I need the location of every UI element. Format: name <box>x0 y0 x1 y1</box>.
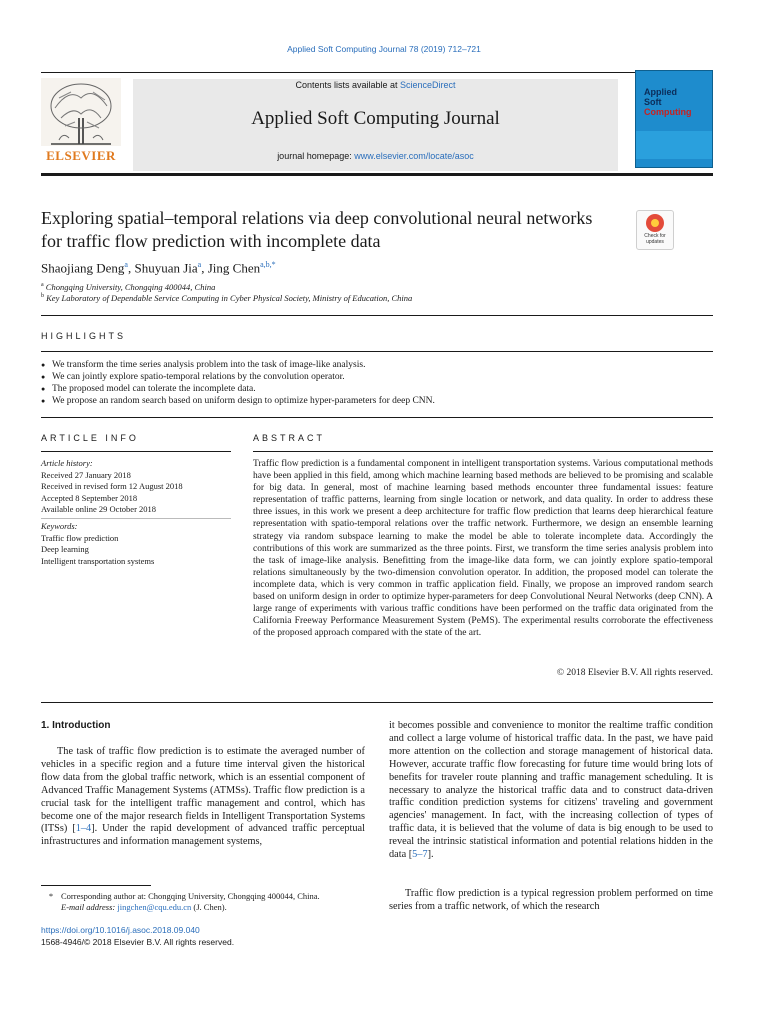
paper-title: Exploring spatial–temporal relations via deep convolutional neural networks for traffic flow prediction with incomplete data <box>41 208 593 251</box>
author-affil-mark[interactable]: a <box>197 260 202 269</box>
updates-icon <box>646 214 664 232</box>
highlight-item: ● The proposed model can tolerate the incomplete data. <box>41 383 713 395</box>
history-item: Received 27 January 2018 <box>41 469 131 480</box>
cover-line2: Soft <box>644 97 662 107</box>
check-for-updates-label: Check for updates <box>644 233 666 245</box>
check-for-updates-button[interactable] <box>636 210 674 250</box>
journal-cover-thumbnail <box>635 70 713 168</box>
highlight-item: ● We propose an random search based on uniform design to optimize hyper-parameters for deep CNN. <box>41 395 713 407</box>
keyword-item: Traffic flow prediction <box>41 532 119 543</box>
keyword-item: Deep learning <box>41 544 89 554</box>
rule-below-highlights <box>41 417 713 418</box>
author-name[interactable]: Shuyuan Jia <box>134 260 198 276</box>
article-info-heading: ARTICLE INFO <box>41 433 139 443</box>
journal-citation-link[interactable]: Applied Soft Computing Journal 78 (2019) 712–721 <box>287 44 481 54</box>
rule-below-highlights-heading <box>41 351 713 352</box>
article-history <box>41 458 231 516</box>
footnote-star: * <box>48 891 54 901</box>
email-suffix: (J. Chen). <box>191 902 227 912</box>
section-1-heading: 1. Introduction <box>41 720 111 731</box>
affiliation-text: Key Laboratory of Dependable Service Computing in Cyber Physical Society, Ministry of Education, China <box>46 293 413 303</box>
email-label: E-mail address: <box>61 902 118 912</box>
cover-line1: Applied <box>644 87 677 97</box>
author-name[interactable]: Shaojiang Deng <box>41 260 125 276</box>
highlight-item: ● We can jointly explore spatio-temporal relations by the convolution operator. <box>41 371 713 383</box>
reference-link[interactable]: 5–7 <box>412 849 428 861</box>
keywords-divider <box>41 518 231 519</box>
corresponding-author-footnote <box>41 891 371 913</box>
header-thick-rule <box>41 173 713 176</box>
history-item: Accepted 8 September 2018 <box>41 492 138 503</box>
affiliation-a <box>41 282 215 292</box>
affiliation-mark: a <box>41 282 44 289</box>
affiliation-mark: b <box>41 293 44 300</box>
author-affil-mark[interactable]: a <box>124 260 128 269</box>
elsevier-wordmark: ELSEVIER <box>46 148 116 163</box>
affiliation-text: Chongqing University, Chongqing 400044, China <box>45 282 216 292</box>
top-rule <box>41 72 713 73</box>
homepage-line <box>133 151 618 161</box>
cover-stripe <box>636 131 712 159</box>
intro-right-paragraph <box>389 720 713 862</box>
contents-prefix: Contents lists available at <box>295 80 401 90</box>
cover-line3: Computing <box>644 107 692 117</box>
intro-left-paragraph <box>41 746 365 849</box>
intro-right-paragraph-2: Traffic flow prediction is a typical regression problem performed on time series from a traffic network, of which the research <box>389 888 713 912</box>
journal-title: Applied Soft Computing Journal <box>251 108 500 129</box>
reference-link[interactable]: 1–4 <box>75 823 92 835</box>
issn-line: 1568-4946/© 2018 Elsevier B.V. All rights reserved. <box>41 937 235 947</box>
highlight-item: ● We transform the time series analysis problem into the task of image-like analysis. <box>41 359 713 371</box>
abstract-heading: ABSTRACT <box>253 433 326 443</box>
author-name[interactable]: Jing Chen <box>207 260 261 276</box>
email-link[interactable]: jingchen@cqu.edu.cn <box>117 902 192 912</box>
keywords-label: Keywords: <box>41 521 78 531</box>
intro-text: ]. <box>427 849 434 861</box>
author-affil-mark[interactable]: a,b,* <box>260 260 276 269</box>
author-list: Shaojiang Deng$^a$, Shuyuan Jia$^a$, Jing Chen$^{a,b,*}$ <box>41 260 276 276</box>
footnote-rule <box>41 885 151 886</box>
sciencedirect-link[interactable]: ScienceDirect <box>400 80 456 90</box>
affiliation-b <box>41 293 412 303</box>
homepage-link[interactable]: www.elsevier.com/locate/asoc <box>354 151 474 161</box>
rule-above-highlights <box>41 315 713 316</box>
keyword-item: Intelligent transportation systems <box>41 555 155 566</box>
intro-text: it becomes possible and convenience to monitor the realtime traffic condition and collect a large volume of historical traffic data. In the past, we have paid more attention on the collection and storage management of historical data. However, accurate traffic flow forecasting for future time would bring lots of benefits for traveler route planning and traffic management scheduling. It is necessary to analyze the historical traffic data and to construct data-driven traffic condition prediction systems for citizens' traveling and government agencies' management. In fact, with the increasing collection of types of traffic data, it is believed that the volume of data is big enough to be used to reveal the intrinsic statistical information and potential relations hidden in the data [ <box>389 720 713 861</box>
abstract-text: Traffic flow prediction is a fundamental component in intelligent transportation systems. Various computational methods have been applied in this field, among which machine learning based methods are believed to be promising and scalable for big data. In general, most of machine learning based methods encounter three fundamental issues: feature representation of traffic patterns, learning from single location or network, and data quality. In order to address these three issues, in this work we present a deep architecture for traffic flow prediction that learns deep hierarchical feature representation with spatio-temporal relations over the traffic network. Furthermore, we design an ensemble learning strategy via random subspace learning to make the model be able to tolerate incomplete data. Accordingly the contributions of this work are summarized as the three points. First, we transform the time series analysis problem into the task of image-like analysis. Benefitting from the image-like data form, we can jointly explore spatio-temporal relations simultaneously by the two-dimension convolution operator. In addition, the proposed model can tolerate the incomplete data, which is very common in traffic application field. Finally, we propose an improved random search based on uniform design in order to optimize hyper-parameters for deep Convolutional Neural Networks (deep CNN). A large range of experiments with various traffic conditions have been performed on the traffic data originated from the California Freeway Performance Measurement System (PeMS). The experimental results corroborate the effectiveness of the proposed approach compared with the state of the art. <box>253 459 713 639</box>
contents-line <box>133 80 618 90</box>
intro-text: The task of traffic flow prediction is to estimate the averaged number of vehicles in a specific region and a future time interval given the historical flow data from the global traffic network, which is an essential component of Advanced Traffic Management Systems (ATMSs). Traffic flow prediction is a crucial task for the intelligent traffic management and control, which has become one of the major research fields in Intelligent Transportation Systems (ITSs) [ <box>41 746 365 835</box>
intro-text: ]. Under the rapid development of advanced traffic perceptual infrastructures and information management systems, <box>41 823 365 848</box>
history-item: Available online 29 October 2018 <box>41 504 157 514</box>
cover-title <box>644 87 692 117</box>
rule-below-abstract <box>41 702 713 703</box>
history-item: Received in revised form 12 August 2018 <box>41 481 183 491</box>
homepage-prefix: journal homepage: <box>277 151 355 161</box>
highlights-heading: HIGHLIGHTS <box>41 331 127 341</box>
doi-link[interactable]: https://doi.org/10.1016/j.asoc.2018.09.040 <box>41 925 200 935</box>
article-info-rule <box>41 451 231 452</box>
keywords-block <box>41 521 231 567</box>
abstract-rule <box>253 451 713 452</box>
article-history-label: Article history: <box>41 458 93 468</box>
highlights-list <box>41 359 713 407</box>
corresponding-text: Corresponding author at: Chongqing University, Chongqing 400044, China. <box>61 891 320 901</box>
abstract-copyright: © 2018 Elsevier B.V. All rights reserved. <box>556 668 713 678</box>
